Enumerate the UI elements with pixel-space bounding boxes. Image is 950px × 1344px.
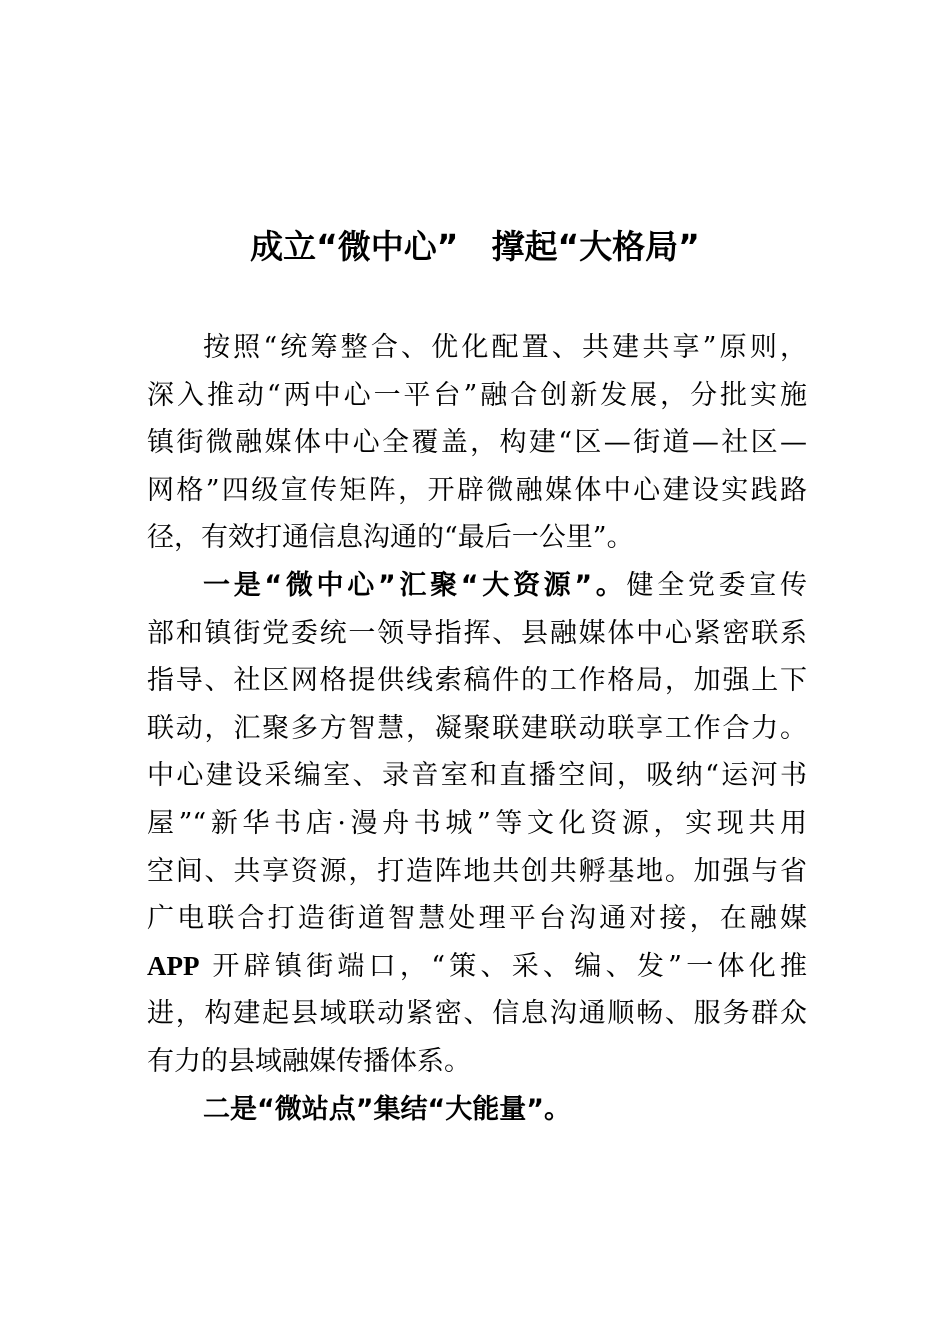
paragraph-line: [147, 562, 807, 610]
paragraph-line: 镇街微融媒体中心全覆盖，构建“区—街道—社区—: [147, 427, 807, 459]
paragraph-line: 有力的县域融媒传播体系。: [147, 1045, 471, 1077]
document-body: [147, 324, 807, 1133]
paragraph-line: 网格”四级宣传矩阵，开辟微融媒体中心建设实践路: [147, 474, 807, 506]
section-heading: 一是“微中心”汇聚“大资源”。: [203, 569, 627, 601]
paragraph-point-one: [147, 562, 807, 1086]
paragraph-line: 进，构建起县域联动紧密、信息沟通顺畅、服务群众: [147, 998, 807, 1030]
paragraph-line: 径，有效打通信息沟通的“最后一公里”。: [147, 522, 634, 554]
paragraph-line: 联动，汇聚多方智慧，凝聚联建联动联享工作合力。: [147, 712, 807, 744]
paragraph-line: 广电联合打造街道智慧处理平台沟通对接，在融媒: [147, 903, 807, 935]
paragraph-line: 中心建设采编室、录音室和直播空间，吸纳“运河书: [147, 760, 807, 792]
paragraph-line: 空间、共享资源，打造阵地共创共孵基地。加强与省: [147, 855, 807, 887]
paragraph-point-two: [147, 1086, 807, 1134]
paragraph-text: 健全党委宣传: [626, 569, 808, 601]
document-title: 成立“微中心” 撑起“大格局”: [250, 227, 700, 266]
paragraph-line: 按照“统筹整合、优化配置、共建共享”原则，: [203, 332, 807, 363]
paragraph-line: 部和镇街党委统一领导指挥、县融媒体中心紧密联系: [147, 617, 807, 649]
paragraph-line: 屋”“新华书店·漫舟书城”等文化资源，实现共用: [147, 807, 807, 839]
paragraph-intro: [147, 324, 807, 562]
paragraph-text: 开辟镇街端口，“策、采、编、发”一体化推: [199, 950, 807, 982]
paragraph-line: [147, 943, 807, 991]
section-heading: 二是“微站点”集结“大能量”。: [203, 1093, 571, 1125]
app-label: APP: [147, 950, 200, 981]
paragraph-line: 指导、社区网格提供线索稿件的工作格局，加强上下: [147, 665, 807, 697]
paragraph-line: [147, 1086, 807, 1134]
paragraph-line: 深入推动“两中心一平台”融合创新发展，分批实施: [147, 379, 807, 411]
